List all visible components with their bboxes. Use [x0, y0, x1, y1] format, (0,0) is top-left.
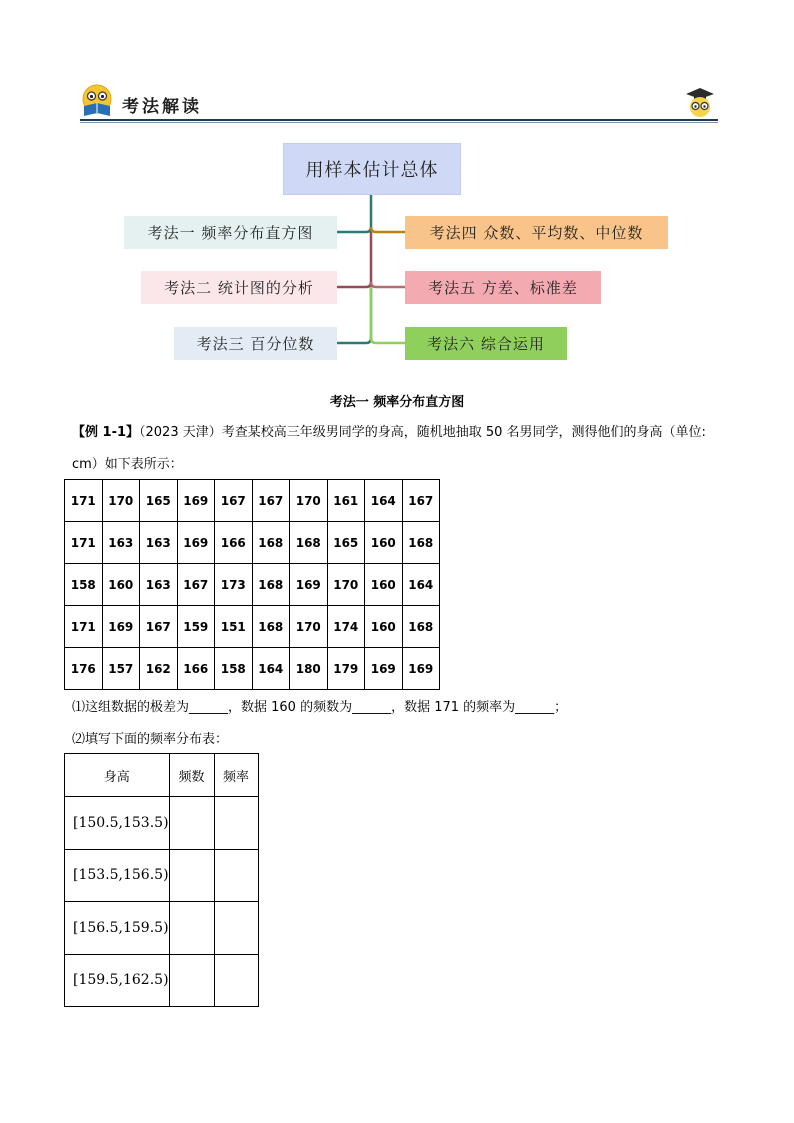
table-cell: 180 [290, 648, 328, 690]
count-cell [169, 849, 214, 902]
table-cell: 164 [402, 564, 440, 606]
frequency-row [65, 902, 259, 955]
example-tag: 【例 1-1】 [72, 425, 140, 440]
table-cell: 171 [65, 480, 103, 522]
example-line-2: cm）如下表所示： [72, 457, 183, 472]
section-title: 考法一 频率分布直方图 [329, 395, 465, 410]
mindmap-node-method-3: 考法三 百分位数 [174, 327, 337, 360]
table-cell: 179 [327, 648, 365, 690]
example-line-1 [72, 423, 706, 443]
table-cell: 163 [140, 522, 178, 564]
table-cell: 164 [365, 480, 403, 522]
count-cell [169, 797, 214, 850]
table-cell: 151 [215, 606, 253, 648]
question-1: ⑴这组数据的极差为______，数据 160 的频数为______，数据 171 的频率为______； [72, 700, 568, 715]
example-text: 考查某校高三年级男同学的身高，随机地抽取 50 名男同学，测得他们的身高（单位: [221, 425, 706, 440]
frequency-cell [214, 797, 258, 850]
table-cell: 169 [365, 648, 403, 690]
table-cell: 168 [252, 564, 290, 606]
table-cell: 170 [290, 606, 328, 648]
table-cell: 169 [290, 564, 328, 606]
table-cell: 168 [402, 522, 440, 564]
table-cell: 160 [365, 522, 403, 564]
count-cell [169, 954, 214, 1007]
table-cell: 170 [290, 480, 328, 522]
header-frequency: 频率 [214, 754, 258, 797]
frequency-row [65, 954, 259, 1007]
table-cell: 161 [327, 480, 365, 522]
mindmap-node-method-4: 考法四 众数、平均数、中位数 [405, 216, 668, 249]
header-title: 考法解读 [122, 97, 202, 117]
table-cell: 165 [327, 522, 365, 564]
table-cell: 168 [402, 606, 440, 648]
height-data-table [64, 479, 440, 690]
table-cell: 158 [215, 648, 253, 690]
header-count: 频数 [169, 754, 214, 797]
table-cell: 165 [140, 480, 178, 522]
mindmap-root: 用样本估计总体 [283, 143, 461, 195]
interval-cell: [153.5,156.5) [65, 849, 170, 902]
table-row [65, 648, 440, 690]
table-cell: 168 [290, 522, 328, 564]
frequency-cell [214, 954, 258, 1007]
frequency-row [65, 849, 259, 902]
example-source: （2023 天津） [139, 425, 222, 440]
frequency-table-header [65, 754, 259, 797]
count-cell [169, 902, 214, 955]
table-cell: 162 [140, 648, 178, 690]
table-cell: 168 [252, 522, 290, 564]
table-cell: 160 [365, 606, 403, 648]
table-cell: 160 [365, 564, 403, 606]
table-cell: 174 [327, 606, 365, 648]
table-cell: 163 [140, 564, 178, 606]
table-cell: 167 [252, 480, 290, 522]
table-cell: 164 [252, 648, 290, 690]
table-cell: 169 [177, 522, 215, 564]
table-cell: 167 [215, 480, 253, 522]
frequency-cell [214, 902, 258, 955]
table-cell: 169 [177, 480, 215, 522]
frequency-cell [214, 849, 258, 902]
interval-cell: [156.5,159.5) [65, 902, 170, 955]
header-height: 身高 [65, 754, 170, 797]
question-2: ⑵填写下面的频率分布表： [72, 732, 229, 747]
table-cell: 158 [65, 564, 103, 606]
table-row [65, 480, 440, 522]
table-cell: 167 [140, 606, 178, 648]
table-cell: 168 [252, 606, 290, 648]
table-cell: 171 [65, 522, 103, 564]
table-cell: 163 [102, 522, 140, 564]
table-cell: 170 [102, 480, 140, 522]
table-cell: 160 [102, 564, 140, 606]
table-cell: 166 [215, 522, 253, 564]
table-cell: 173 [215, 564, 253, 606]
table-row [65, 522, 440, 564]
table-cell: 170 [327, 564, 365, 606]
frequency-table [64, 753, 259, 1007]
table-cell: 167 [177, 564, 215, 606]
table-cell: 169 [402, 648, 440, 690]
frequency-row [65, 797, 259, 850]
table-cell: 171 [65, 606, 103, 648]
interval-cell: [159.5,162.5) [65, 954, 170, 1007]
table-cell: 166 [177, 648, 215, 690]
mindmap-node-method-1: 考法一 频率分布直方图 [124, 216, 337, 249]
table-cell: 176 [65, 648, 103, 690]
mindmap-node-method-5: 考法五 方差、标准差 [405, 271, 601, 304]
table-cell: 169 [102, 606, 140, 648]
mindmap-node-method-2: 考法二 统计图的分析 [141, 271, 337, 304]
table-cell: 159 [177, 606, 215, 648]
table-cell: 157 [102, 648, 140, 690]
table-row [65, 564, 440, 606]
table-row [65, 606, 440, 648]
interval-cell: [150.5,153.5) [65, 797, 170, 850]
table-cell: 167 [402, 480, 440, 522]
mindmap-node-method-6: 考法六 综合运用 [405, 327, 567, 360]
